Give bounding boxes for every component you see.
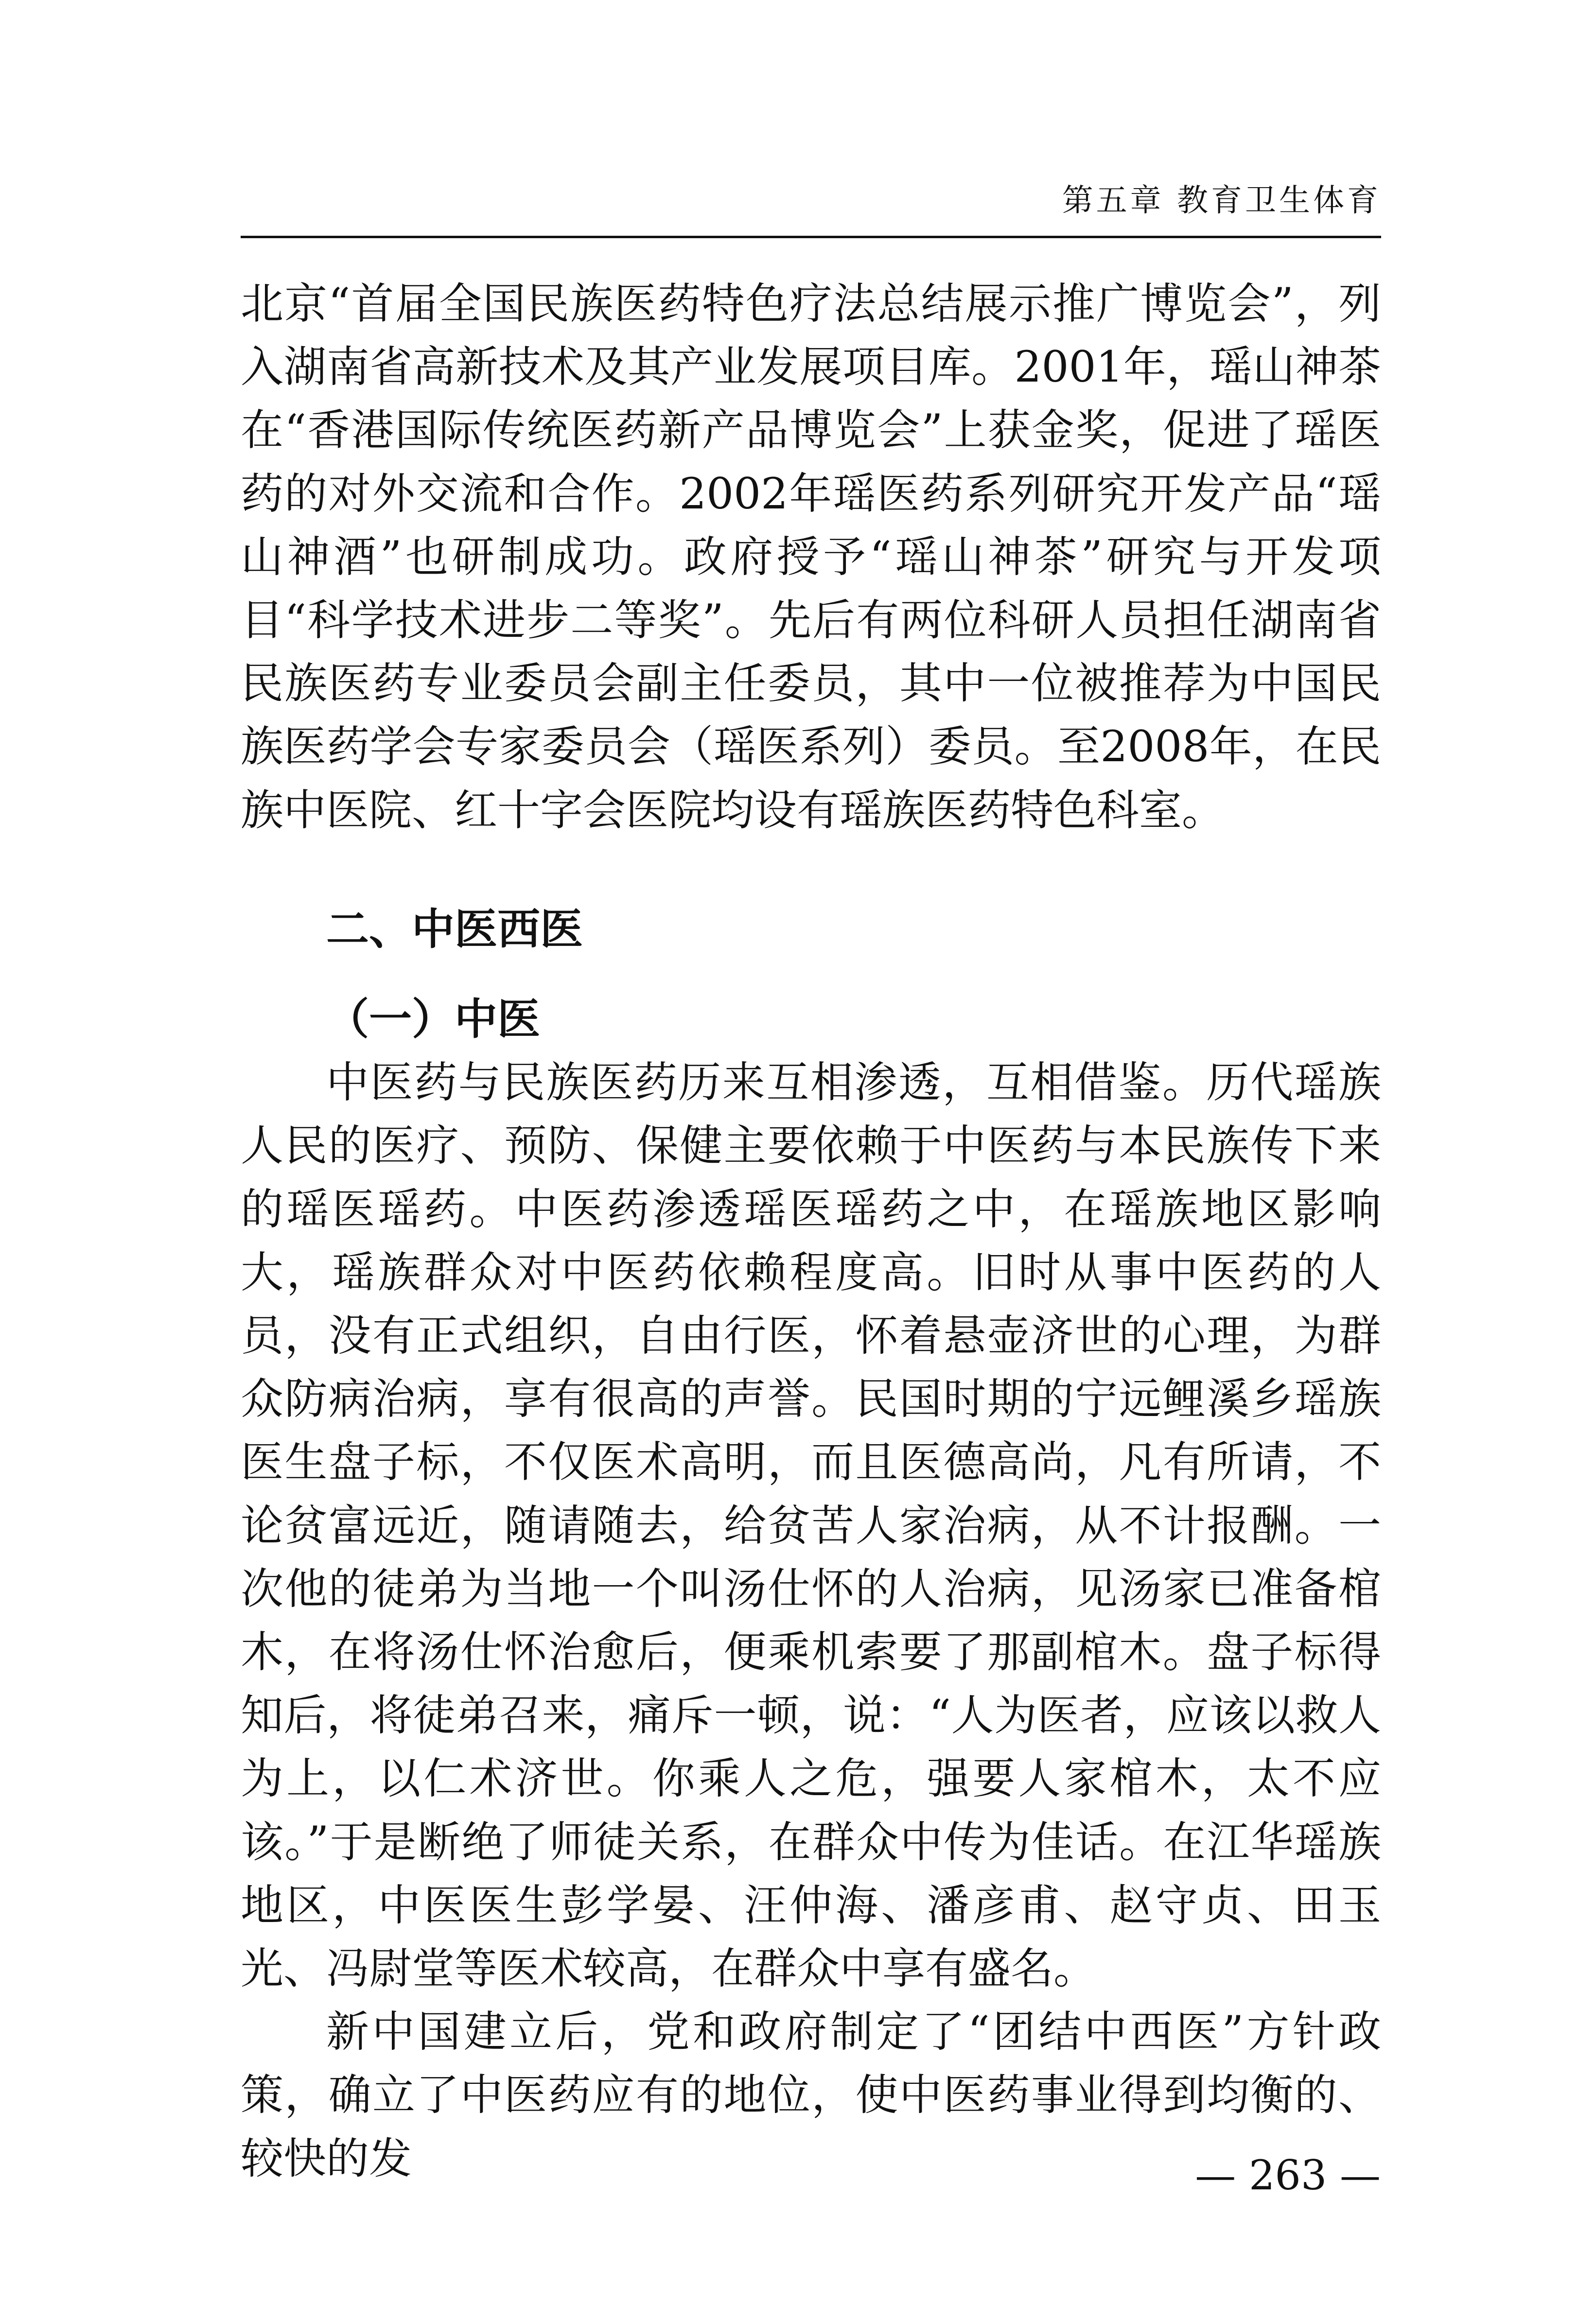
page-body: [241, 272, 1381, 2190]
chapter-title: 第五章 教育卫生体育: [1062, 183, 1381, 219]
section-heading: 二、中医西医: [326, 904, 583, 954]
page-number: — 263 —: [1195, 2151, 1381, 2199]
running-header: [241, 179, 1381, 223]
paragraph: 北京“首届全国民族医药特色疗法总结展示推广博览会”，列入湖南省高新技术及其产业发展项目库。2001年，瑶山神茶在“香港国际传统医药新产品博览会”上获金奖，促进了瑶医药的对外交流和合作。2002年瑶医药系列研究开发产品“瑶山神酒”也研制成功。政府授予“瑶山神茶”研究与开发项目“科学技术进步二等奖”。先后有两位科研人员担任湖南省民族医药专业委员会副主任委员，其中一位被推荐为中国民族医药学会专家委员会（瑶医系列）委员。至2008年，在民族中医院、红十字会医院均设有瑶族医药特色科室。: [241, 279, 1381, 835]
header-rule: [241, 236, 1381, 238]
paragraph: 中医药与民族医药历来互相渗透，互相借鉴。历代瑶族人民的医疗、预防、保健主要依赖于中医药与本民族传下来的瑶医瑶药。中医药渗透瑶医瑶药之中，在瑶族地区影响大，瑶族群众对中医药依赖程度高。旧时从事中医药的人员，没有正式组织，自由行医，怀着悬壶济世的心理，为群众防病治病，享有很高的声誉。民国时期的宁远鲤溪乡瑶族医生盘子标，不仅医术高明，而且医德高尚，凡有所请，不论贫富远近，随请随去，给贫苦人家治病，从不计报酬。一次他的徒弟为当地一个叫汤仕怀的人治病，见汤家已准备棺木，在将汤仕怀治愈后，便乘机索要了那副棺木。盘子标得知后，将徒弟召来，痛斥一顿，说：“人为医者，应该以救人为上，以仁术济世。你乘人之危，强要人家棺木，太不应该。”于是断绝了师徒关系，在群众中传为佳话。在江华瑶族地区，中医医生彭学晏、汪仲海、潘彦甫、赵守贞、田玉光、冯尉堂等医术较高，在群众中享有盛名。: [241, 1057, 1381, 1994]
subsection-heading: （一）中医: [326, 994, 541, 1045]
paragraph: 新中国建立后，党和政府制定了“团结中西医”方针政策，确立了中医药应有的地位，使中医药事业得到均衡的、较快的发: [241, 2007, 1381, 2184]
